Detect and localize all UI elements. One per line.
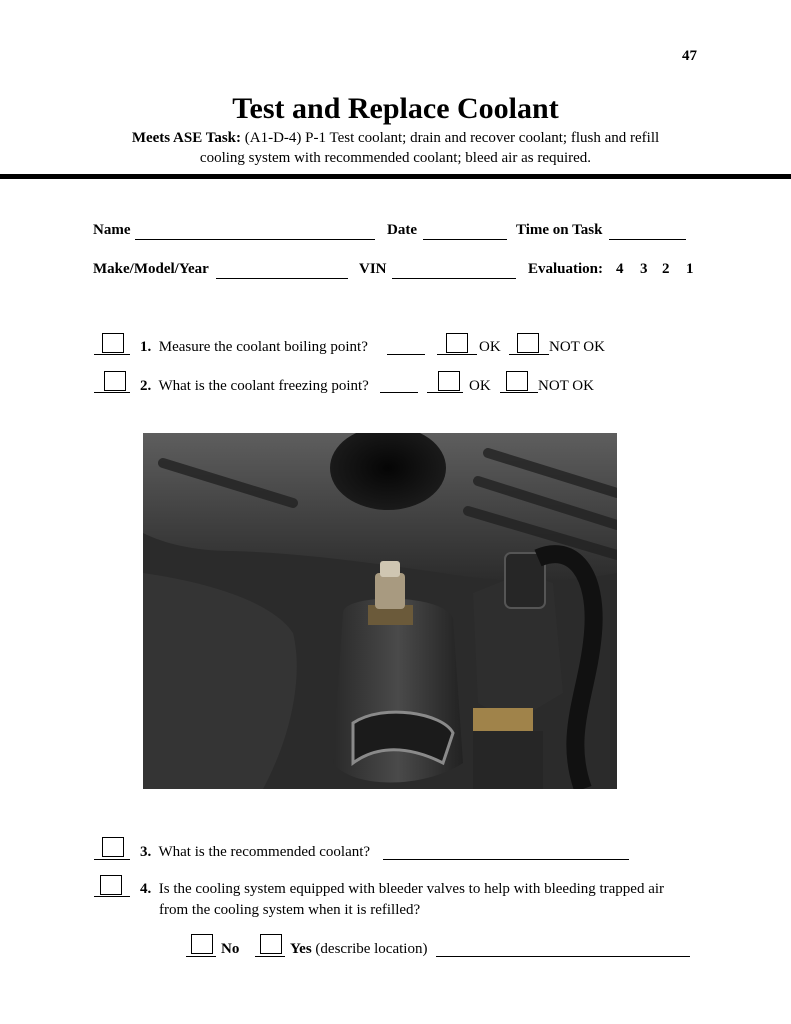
make-model-year-label: Make/Model/Year (93, 261, 209, 277)
evaluation-score-3[interactable]: 3 (640, 261, 648, 277)
make-model-year-field[interactable] (216, 278, 348, 279)
vin-label: VIN (359, 261, 387, 277)
page-title: Test and Replace Coolant (232, 92, 559, 125)
q2-text (140, 378, 369, 395)
ase-task-label: Meets ASE Task: (131, 130, 242, 146)
q4-location-field[interactable] (436, 956, 690, 957)
q4-number: 4. (140, 881, 152, 897)
q2-not-ok-checkbox[interactable] (506, 371, 528, 391)
ase-task-text-1: (A1-D-4) P-1 Test coolant; drain and recover coolant; flush and refill (244, 130, 660, 146)
name-field[interactable] (135, 239, 375, 240)
q1-number: 1. (140, 339, 152, 355)
header-divider (0, 174, 791, 179)
page-number: 47 (682, 48, 697, 64)
name-label: Name (93, 222, 131, 238)
time-on-task-label: Time on Task (516, 222, 603, 238)
q4-question-1: Is the cooling system equipped with bleeder valves to help with bleeding trapped air (158, 881, 665, 897)
q4-text-line-2: from the cooling system when it is refilled? (159, 902, 421, 918)
ase-task-line-1 (0, 130, 791, 147)
q2-number: 2. (140, 378, 152, 394)
q3-number: 3. (140, 844, 152, 860)
q3-complete-checkbox[interactable] (102, 837, 124, 857)
date-field[interactable] (423, 239, 507, 240)
q1-checkbox-line (94, 354, 130, 355)
vin-field[interactable] (392, 278, 516, 279)
date-label: Date (387, 222, 417, 238)
engine-photo-illustration (143, 433, 617, 789)
q2-answer-field[interactable] (380, 392, 418, 393)
evaluation-score-2[interactable]: 2 (662, 261, 670, 277)
q1-ok-line (437, 354, 477, 355)
q1-ok-label: OK (479, 339, 501, 355)
evaluation-score-1[interactable]: 1 (686, 261, 694, 277)
q1-not-ok-checkbox[interactable] (517, 333, 539, 353)
evaluation-score-4[interactable]: 4 (616, 261, 624, 277)
q4-yes-line (255, 956, 285, 957)
q3-question: What is the recommended coolant? (158, 844, 371, 860)
q1-ok-checkbox[interactable] (446, 333, 468, 353)
q4-text-line-1 (140, 881, 664, 898)
q4-yes-label: Yes (290, 941, 312, 957)
q1-complete-checkbox[interactable] (102, 333, 124, 353)
q1-not-ok-label: NOT OK (549, 339, 605, 355)
ase-task-line-2: cooling system with recommended coolant; bleed air as required. (199, 150, 592, 166)
q1-not-ok-line (509, 354, 549, 355)
q3-text (140, 844, 370, 861)
q4-no-label: No (221, 941, 240, 957)
q4-yes-label-group (290, 941, 427, 958)
q2-ok-label: OK (469, 378, 491, 394)
q3-checkbox-line (94, 859, 130, 860)
q1-question: Measure the coolant boiling point? (158, 339, 368, 355)
q4-complete-checkbox[interactable] (100, 875, 122, 895)
engine-bleeder-valve-photo (143, 433, 617, 789)
time-on-task-field[interactable] (609, 239, 686, 240)
q2-complete-checkbox[interactable] (104, 371, 126, 391)
q4-no-checkbox[interactable] (191, 934, 213, 954)
q4-yes-suffix: (describe location) (315, 941, 428, 957)
q4-yes-checkbox[interactable] (260, 934, 282, 954)
q2-ok-line (427, 392, 463, 393)
q4-checkbox-line (94, 896, 130, 897)
q4-no-line (186, 956, 216, 957)
q1-text (140, 339, 368, 356)
q3-answer-field[interactable] (383, 859, 629, 860)
q2-not-ok-line (500, 392, 538, 393)
q2-checkbox-line (94, 392, 130, 393)
q2-not-ok-label: NOT OK (538, 378, 594, 394)
q2-ok-checkbox[interactable] (438, 371, 460, 391)
q1-answer-field[interactable] (387, 354, 425, 355)
q2-question: What is the coolant freezing point? (158, 378, 369, 394)
evaluation-label: Evaluation: (528, 261, 604, 277)
